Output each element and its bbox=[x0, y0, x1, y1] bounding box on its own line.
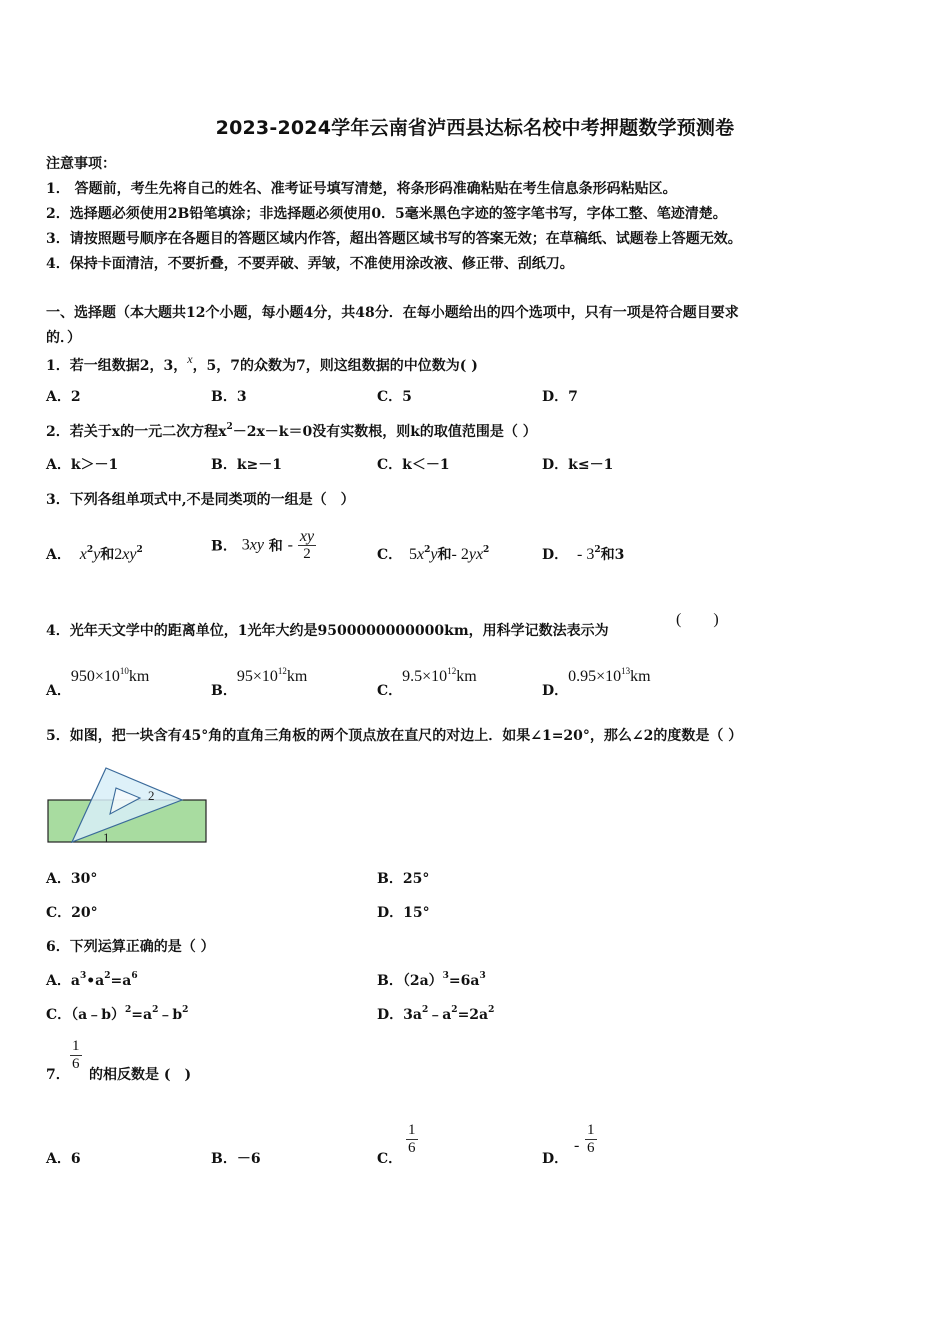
notice-item: 4．保持卡面清洁，不要折叠，不要弄破、弄皱，不准使用涂改液、修正带、刮纸刀。 bbox=[46, 256, 574, 272]
q1-stem-a: 1．若一组数据2，3， bbox=[46, 358, 188, 374]
q1-variable: x bbox=[187, 352, 193, 366]
angle-2-label: 2 bbox=[148, 788, 155, 803]
q1-option-d: D．7 bbox=[542, 389, 578, 405]
notice-item: 3．请按照题号顺序在各题目的答题区域内作答，超出答题区域书写的答案无效；在草稿纸、试题卷上答题无效。 bbox=[46, 231, 742, 247]
q4-c-value: $9.5\times 10^{12}km$ bbox=[402, 666, 477, 685]
q3-b-label: B． bbox=[211, 538, 237, 555]
q3-a-label: A． bbox=[46, 547, 71, 563]
q5-option-c: C．20° bbox=[46, 905, 98, 921]
ruler-triangle-figure bbox=[44, 762, 214, 848]
q3-a-y: y bbox=[93, 546, 101, 563]
q3-b-numerator: xy bbox=[299, 528, 315, 545]
section-heading-line1: 一、选择题（本大题共12个小题，每小题4分，共48分．在每小题给出的四个选项中，只有一项是符合题目要求 bbox=[46, 305, 739, 321]
question-3: 3．下列各组单项式中,不是同类项的一组是（ ） bbox=[46, 492, 355, 508]
q3-a-sup2: 2 bbox=[136, 545, 143, 555]
q4-d-label: D． bbox=[542, 683, 569, 699]
q3-c-coef1: 5 bbox=[409, 546, 418, 563]
q2-exponent: 2 bbox=[226, 422, 233, 432]
section-heading-line2: 的．） bbox=[46, 330, 81, 346]
q3-b-and: 和 bbox=[268, 538, 283, 555]
q5-option-d: D．15° bbox=[377, 905, 430, 921]
q3-c-x: x bbox=[417, 546, 425, 563]
q4-option-b bbox=[211, 666, 307, 700]
question-4: 4．光年天文学中的距离单位，1光年大约是9500000000000km，用科学记数法表示为 bbox=[46, 623, 609, 639]
q1-option-c: C．5 bbox=[377, 389, 412, 405]
q3-option-d bbox=[542, 544, 624, 564]
q7-option-b: B．－6 bbox=[211, 1151, 261, 1167]
q3-a-xy: xy bbox=[122, 546, 137, 563]
q6-option-b: B．$(2a)^3=6a^3$ bbox=[377, 971, 486, 989]
q2-option-d: D．k≤－1 bbox=[542, 457, 614, 473]
q7-denominator: 6 bbox=[72, 1056, 80, 1072]
q3-d-label: D． bbox=[542, 547, 569, 563]
q3-option-c bbox=[377, 544, 489, 564]
q4-option-a bbox=[46, 666, 149, 700]
q6-option-d: D．$3a^2﹣a^2=2a^2$ bbox=[377, 1005, 495, 1023]
q3-d-sup: 2 bbox=[594, 545, 601, 555]
notice-item: 2．选择题必须使用2B铅笔填涂；非选择题必须使用0．5毫米黑色字迹的签字笔书写，字体工整、笔迹清楚。 bbox=[46, 206, 727, 222]
q4-d-value: $0.95\times 10^{13}km$ bbox=[568, 666, 651, 685]
q4-answer-paren: ( ) bbox=[676, 611, 719, 628]
q3-c-sup1: 2 bbox=[424, 545, 431, 555]
q4-a-label: A． bbox=[46, 683, 71, 699]
question-2 bbox=[46, 421, 537, 441]
q4-option-c bbox=[377, 666, 477, 700]
q7-numerator: 1 bbox=[72, 1038, 80, 1054]
q7-option-d-label: D． bbox=[542, 1151, 569, 1167]
q6-option-c: C．$(a﹣b)^2=a^2﹣b^2$ bbox=[46, 1005, 189, 1023]
notice-item: 1． 答题前，考生先将自己的姓名、准考证号填写清楚，将条形码准确粘贴在考生信息条形码粘贴区。 bbox=[46, 181, 677, 197]
q2-stem-b: －2x－k＝0没有实数根，则k的取值范围是（ ） bbox=[232, 424, 537, 440]
angle-1-label: 1 bbox=[103, 830, 110, 845]
q3-b-coef: 3 bbox=[241, 536, 250, 554]
q7-number: 7． bbox=[46, 1067, 70, 1083]
q2-option-b: B．k≥－1 bbox=[211, 457, 283, 473]
q4-a-value: $950\times 10^{10}km$ bbox=[70, 666, 150, 685]
q1-option-a: A．2 bbox=[46, 389, 81, 405]
q3-a-sup1: 2 bbox=[86, 545, 94, 555]
q7-option-d-fraction bbox=[585, 1122, 597, 1157]
q7-d-denominator: 6 bbox=[587, 1140, 595, 1156]
q7-fraction bbox=[70, 1038, 82, 1073]
q7-option-a: A．6 bbox=[46, 1151, 81, 1167]
q3-option-a bbox=[46, 544, 143, 564]
q1-option-b: B．3 bbox=[211, 389, 247, 405]
q3-d-tail: 3 bbox=[614, 547, 625, 563]
q7-option-c-fraction bbox=[406, 1122, 418, 1157]
q3-c-sup2: 2 bbox=[483, 545, 490, 555]
q3-option-b bbox=[211, 528, 316, 563]
q3-a-coef: 2 bbox=[114, 546, 123, 563]
q7-option-c-label: C． bbox=[377, 1151, 403, 1167]
q3-d-minus: - bbox=[577, 546, 587, 563]
q3-c-yx: yx bbox=[468, 546, 484, 563]
q7-c-numerator: 1 bbox=[408, 1122, 416, 1138]
q7-d-numerator: 1 bbox=[587, 1122, 595, 1138]
q2-option-c: C．k＜－1 bbox=[377, 457, 450, 473]
q3-a-x: x bbox=[79, 546, 87, 563]
q4-option-d bbox=[542, 666, 651, 700]
question-1 bbox=[46, 352, 478, 375]
q7-d-minus: - bbox=[574, 1137, 580, 1154]
q4-c-label: C． bbox=[377, 683, 403, 699]
q3-d-base: 3 bbox=[586, 546, 595, 563]
q5-option-a: A．30° bbox=[46, 871, 98, 887]
q3-c-label: C． bbox=[377, 547, 403, 563]
question-5: 5．如图，把一块含有45°角的直角三角板的两个顶点放在直尺的对边上．如果∠1=20°，那么∠2的度数是（ ） bbox=[46, 728, 743, 744]
question-6: 6．下列运算正确的是（ ） bbox=[46, 939, 215, 955]
q1-stem-b: ，5，7的众数为7，则这组数据的中位数为( ) bbox=[192, 358, 478, 374]
q3-b-denominator: 2 bbox=[303, 546, 311, 562]
q2-stem-a: 2．若关于x的一元二次方程x bbox=[46, 424, 227, 440]
q4-b-value: $95\times 10^{12}km$ bbox=[236, 666, 308, 685]
q3-c-y: y bbox=[430, 546, 438, 563]
q7-c-denominator: 6 bbox=[408, 1140, 416, 1156]
question-7: 的相反数是 ( ) bbox=[89, 1067, 192, 1083]
q3-c-and: 和 bbox=[437, 547, 452, 563]
q4-b-label: B． bbox=[211, 683, 237, 699]
q5-option-b: B．25° bbox=[377, 871, 430, 887]
q3-b-xy: xy bbox=[249, 536, 264, 554]
q3-b-fraction bbox=[298, 528, 316, 563]
q6-option-a: A．$a^3•a^2=a^6$ bbox=[46, 971, 138, 989]
notice-heading: 注意事项： bbox=[46, 156, 116, 172]
q3-a-and: 和 bbox=[100, 547, 115, 563]
q3-c-coef2: 2 bbox=[460, 546, 469, 563]
q3-b-minus: - bbox=[287, 536, 293, 554]
q2-option-a: A．k＞－1 bbox=[46, 457, 119, 473]
page-title: 2023-2024学年云南省泸西县达标名校中考押题数学预测卷 bbox=[215, 117, 735, 139]
q3-d-and: 和 bbox=[600, 547, 615, 563]
q3-c-minus: - bbox=[451, 546, 461, 563]
